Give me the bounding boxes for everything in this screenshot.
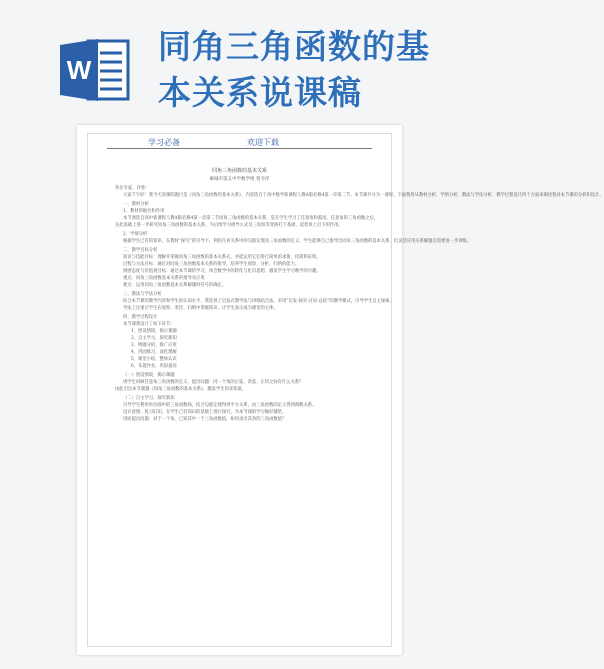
paragraph: 学法上注重让学生在观察、类比、归纳中掌握知识，让学生真正成为课堂的主体。 [123, 305, 278, 311]
paragraph: 进而提出问题：对于一个角，已知其中一个三角函数值，如何求出其余的三角函数值？ [123, 417, 287, 423]
title-line-1: 同角三角函数的基 [158, 27, 430, 66]
paragraph: 三、教法与学法分析 [123, 291, 162, 297]
paragraph: 重点：同角三角函数基本关系的推导及应用 [123, 275, 205, 281]
header-left-text: 学习必备 [148, 138, 180, 147]
document-header [107, 137, 372, 149]
paragraph: 2、自主学习，探究新知 [131, 335, 177, 341]
paragraph: 四、教学过程设计 [123, 314, 158, 320]
paragraph: 结合本节课的教学内容和学生的认知水平，我选择了启发式教学法与讲练结合法，采用“启发-探究-讨论-总结”的教学模式，引导学生自主探索。 [123, 298, 394, 304]
document-page [77, 125, 604, 655]
paragraph: 本节课我设计了如下环节： [123, 321, 175, 327]
paragraph: 知识与技能目标：理解并掌握同角三角函数的基本关系式，并能运用它们进行简单的求值、化简和证明。 [123, 254, 321, 260]
paragraph: （一）创设情境，揭示课题 [123, 372, 175, 378]
banner [0, 0, 474, 125]
paragraph: 根据学生已有的知识，在教材“探究”的引导下，利用几何关系中的勾股定理及三角函数的定义，学生能够自己推导出同角三角函数的基本关系，但灵活应用关系解题还需要进一步训练。 [123, 238, 472, 244]
paragraph: 大家下午好！我今天说课的题目是《同角三角函数的基本关系》，内容选自于高中数学新课程人教A版必修4第一章第二节。本节课共分为一课时。下面我将从教材分析、学情分析、教法与学法分析、教学过程设计四个方面来阐述我对本节课的分析和设计。 [123, 193, 604, 199]
page-title [158, 24, 468, 116]
paragraph: 过程与方法目标：通过对同角三角函数基本关系的推导，培养学生观察、分析、归纳的能力。 [123, 261, 300, 267]
paragraph: 6、布置作业，巩固提高 [131, 364, 177, 370]
paragraph: 3、例题分析，推广应用 [131, 342, 177, 348]
paragraph: 2、学情分析 [123, 231, 148, 237]
paragraph: 5、课堂小结，整体认识 [131, 357, 177, 363]
document-author: 麻城市第五中学数学组 曾令洋 [209, 177, 270, 182]
paragraph: 情感态度与价值观目标：通过本节课的学习，体会数学中的转化与化归思想，激发学生学习数学的兴趣。 [123, 268, 321, 274]
document-body [115, 185, 604, 423]
paragraph: 各位专家、评委： [115, 186, 150, 191]
paragraph: 二、教学目标分析 [123, 247, 158, 253]
paragraph: 在此基础上进一步研究同角三角函数的基本关系，为后续学习诱导公式及三角恒等变换打下基础，起着承上启下的作用。 [115, 223, 343, 229]
paragraph: 本节课选自高中新课程人教A版必修4第一章第二节同角三角函数的基本关系，是在学生学习了任意角和弧度、任意角的三角函数之后， [123, 215, 379, 221]
paragraph: 1、教材的地位和作用 [123, 208, 165, 214]
paragraph: 4、巩固练习，深化理解 [131, 350, 177, 356]
title-line-2: 本关系说课稿 [158, 73, 362, 112]
paragraph: 难点：运用同角三角函数基本关系解题时符号的确定。 [123, 283, 227, 288]
header-right-text: 欢迎下载 [247, 138, 279, 147]
word-document-icon [60, 37, 132, 103]
paragraph: 一、教材分析 [123, 201, 149, 207]
word-icon-letter: W [66, 55, 92, 85]
document-title: 同角三角函数的基本关系 [211, 168, 267, 174]
paragraph: 设计意图：复习旧知，在学生已有知识的基础上进行探究，为本节课的学习做好铺垫。 [123, 409, 287, 415]
paragraph: 1、创设情境，揭示课题 [131, 328, 177, 334]
paragraph: 由此引出本节课题《同角三角函数的基本关系》，激发学生的求知欲。 [115, 387, 247, 393]
paragraph: 请学生回顾任意角三角函数的定义，提出问题：同一个角的正弦、余弦、正切之间有什么关系？ [123, 380, 304, 385]
paragraph: （二）自主学习，探究新知 [123, 395, 175, 401]
paragraph: 引导学生利用单位圆中的三角函数线，结合勾股定理得到平方关系，由三角函数的定义得到商数关系。 [123, 402, 317, 408]
